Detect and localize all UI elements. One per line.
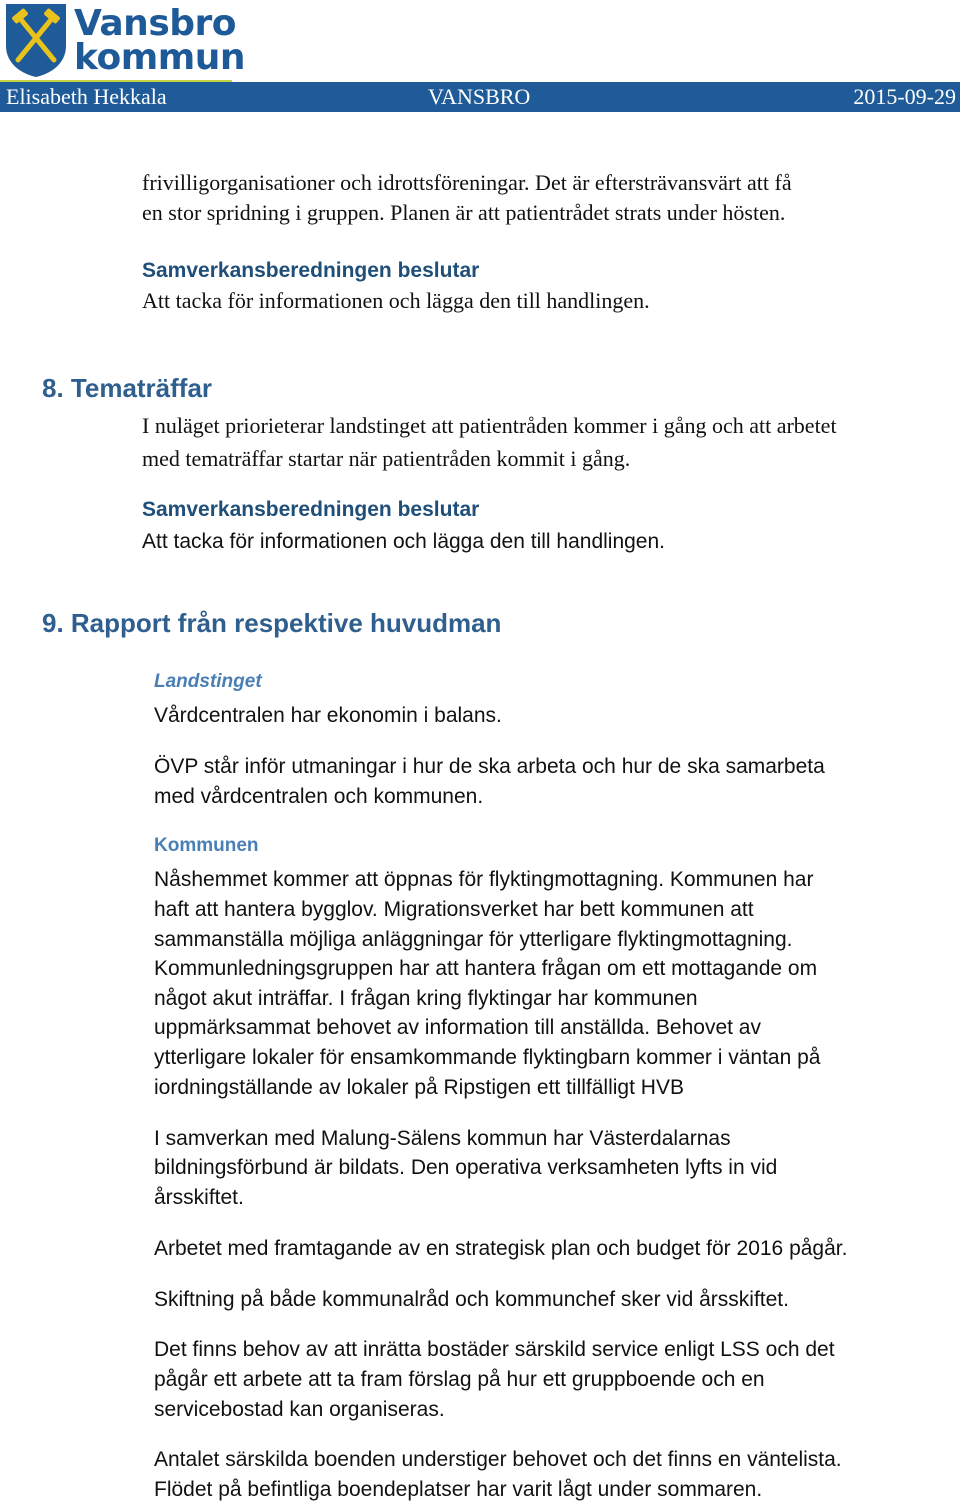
intro-line-1: frivilligorganisationer och idrottsföreningar. Det är eftersträvansvärt att få: [142, 170, 792, 195]
kommunen-p5-line-3: servicebostad kan organiseras.: [154, 1398, 445, 1421]
logo-line-1: Vansbro: [74, 3, 236, 44]
intro-decision-text: Att tacka för informationen och lägga den till handlingen.: [142, 288, 650, 313]
kommunen-p6-line-2: Flödet på befintliga boendeplatser har varit lågt under sommaren.: [154, 1478, 763, 1501]
kommunen-p1-line-5: något akut inträffar. I frågan kring flyktingar har kommunen: [154, 987, 698, 1010]
landstinget-p2-line-1: ÖVP står inför utmaningar i hur de ska arbeta och hur de ska samarbeta: [154, 755, 825, 778]
kommunen-p1-line-8: iordningställande av lokaler på Ripstigen ett tillfälligt HVB: [154, 1076, 684, 1099]
section-8-decision-title: Samverkansberedningen beslutar: [142, 498, 480, 521]
kommunen-p5-line-2: pågår ett arbete att ta fram förslag på hur ett gruppboende och en: [154, 1368, 765, 1391]
intro-line-2: en stor spridning i gruppen. Planen är att patientrådet strats under hösten.: [142, 200, 786, 225]
landstinget-subheading: Landstinget: [154, 671, 262, 692]
kommunen-p1-line-6: uppmärksammat behovet av information till anställda. Behovet av: [154, 1016, 761, 1039]
section-8-line-1: I nuläget priorieterar landstinget att patientråden kommer i gång och att arbetet: [142, 413, 837, 438]
header-place: VANSBRO: [428, 84, 531, 109]
section-9-heading: 9. Rapport från respektive huvudman: [42, 608, 502, 638]
kommunen-p5-line-1: Det finns behov av att inrätta bostäder särskild service enligt LSS och det: [154, 1338, 835, 1361]
kommunen-p3: Arbetet med framtagande av en strategisk plan och budget för 2016 pågår.: [154, 1237, 848, 1260]
kommunen-p2-line-2: bildningsförbund är bildats. Den operativa verksamheten lyfts in vid: [154, 1156, 778, 1179]
coat-of-arms-icon: [4, 2, 68, 78]
kommunen-subheading: Kommunen: [154, 835, 259, 856]
kommunen-p1-line-7: ytterligare lokaler för ensamkommande flyktingbarn kommer i väntan på: [154, 1046, 821, 1069]
logo-line-2: kommun: [74, 37, 245, 78]
landstinget-p1: Vårdcentralen har ekonomin i balans.: [154, 704, 502, 727]
section-8-line-2: med tematräffar startar när patientråden kommit i gång.: [142, 446, 631, 471]
intro-decision-title: Samverkansberedningen beslutar: [142, 259, 480, 282]
landstinget-p2-line-2: med vårdcentralen och kommunen.: [154, 785, 484, 808]
kommunen-p1-line-2: haft att hantera bygglov. Migrationsverket har bett kommunen att: [154, 898, 754, 921]
section-8-heading: 8. Tematräffar: [42, 373, 213, 403]
header-author: Elisabeth Hekkala: [6, 84, 167, 109]
kommunen-p4: Skiftning på både kommunalråd och kommunchef sker vid årsskiftet.: [154, 1288, 789, 1311]
kommunen-p1-line-1: Nåshemmet kommer att öppnas för flyktingmottagning. Kommunen har: [154, 868, 814, 891]
header-date: 2015-09-29: [853, 84, 956, 109]
kommunen-p1-line-4: Kommunledningsgruppen har att hantera frågan om ett mottagande om: [154, 957, 818, 980]
header-bar: [0, 82, 960, 112]
kommunen-p1-line-3: sammanställa möjliga anläggningar för ytterligare flyktingmottagning.: [154, 928, 793, 951]
section-8-decision-text: Att tacka för informationen och lägga den till handlingen.: [142, 530, 666, 553]
kommunen-p6-line-1: Antalet särskilda boenden understiger behovet och det finns en väntelista.: [154, 1448, 842, 1471]
kommunen-p2-line-1: I samverkan med Malung-Sälens kommun har Västerdalarnas: [154, 1127, 731, 1150]
vansbro-kommun-logo: [4, 2, 245, 80]
kommunen-p2-line-3: årsskiftet.: [154, 1186, 244, 1209]
